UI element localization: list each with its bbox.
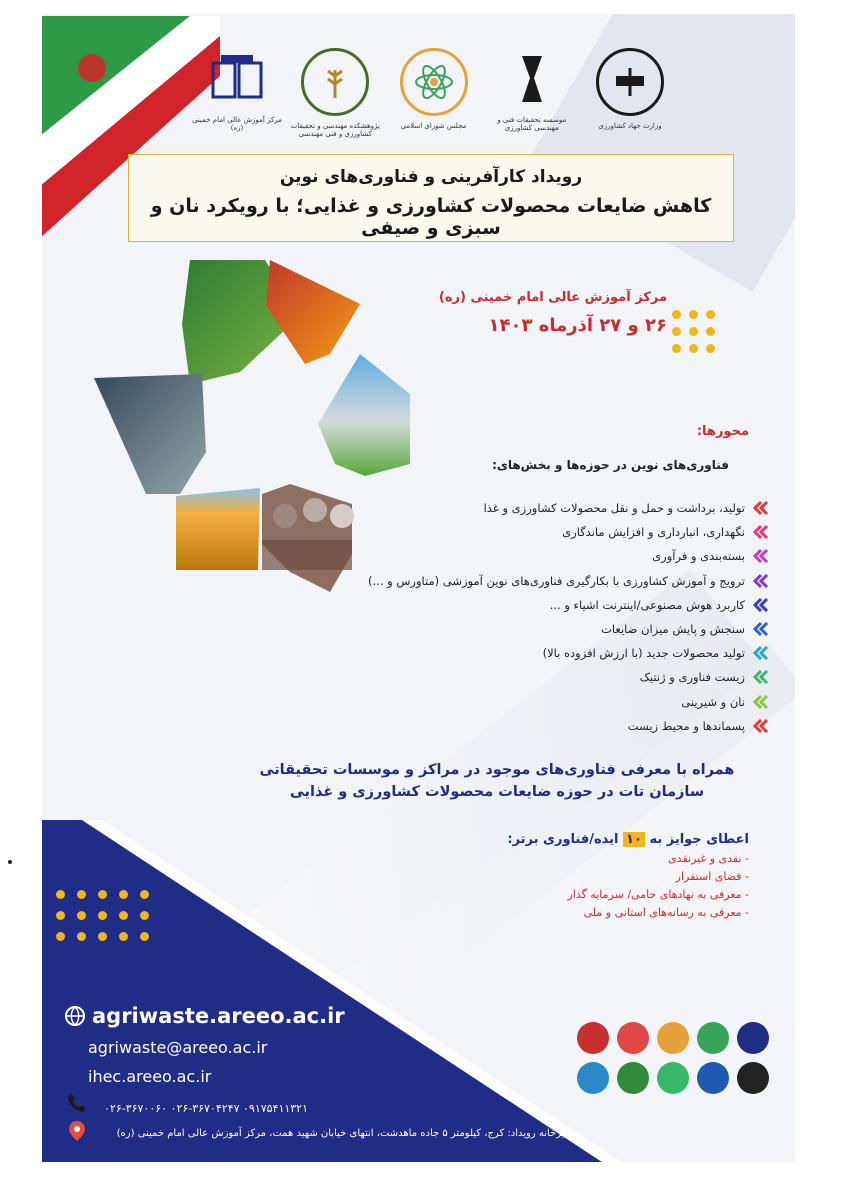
jahad-icon xyxy=(737,1022,769,1054)
axes-item-label: ترویج و آموزش کشاورزی با بکارگیری فناوری‌های نوین آموزشی (متاورس و ...) xyxy=(368,573,745,588)
partner-leaf-icon xyxy=(657,1062,689,1094)
dot-grid-decoration xyxy=(56,890,149,941)
event-title: رویداد کارآفرینی و فناوری‌های نوین xyxy=(279,167,583,187)
research-glass-icon xyxy=(501,48,563,110)
wheat-seal-icon xyxy=(301,48,369,116)
location-pin-icon xyxy=(68,1120,86,1142)
research-note xyxy=(242,759,752,803)
logo-item xyxy=(389,48,479,130)
axes-item xyxy=(299,569,769,593)
partner-logos xyxy=(571,1022,771,1094)
event-title-box xyxy=(128,154,734,242)
axes-item-label: پسماندها و محیط زیست xyxy=(627,718,745,733)
park-elm-icon xyxy=(577,1062,609,1094)
partner-seal-icon xyxy=(617,1062,649,1094)
logo-item xyxy=(290,48,380,139)
contacts xyxy=(64,1004,345,1086)
ostandari-alborz-icon xyxy=(577,1022,609,1054)
silo-photo xyxy=(318,354,410,476)
emblem-icon xyxy=(78,54,106,82)
award-item: - معرفی به رسانه‌های استانی و ملی xyxy=(583,906,749,919)
chevron-left-icon xyxy=(753,525,769,539)
axes-item xyxy=(299,714,769,738)
research-note-line: سازمان تات در حوزه ضایعات محصولات کشاورزی و غذایی xyxy=(289,784,705,800)
axes-item-label: نگهداری، انبارداری و افزایش ماندگاری xyxy=(562,525,745,540)
website-link[interactable]: agriwaste.areeo.ac.ir xyxy=(92,1004,345,1028)
site-link[interactable]: ihec.areeo.ac.ir xyxy=(88,1067,212,1086)
axes-item-label: بسته‌بندی و فرآوری xyxy=(652,549,745,564)
award-item: - فضای استقرار xyxy=(675,870,749,883)
chevron-left-icon xyxy=(753,695,769,709)
research-note-line: همراه با معرفی فناوری‌های موجود در مراکز و موسسات تحقیقاتی xyxy=(259,762,735,778)
partner-flower-icon xyxy=(657,1022,689,1054)
chevron-left-icon xyxy=(753,549,769,563)
azad-univ-icon xyxy=(697,1062,729,1094)
chevron-left-icon xyxy=(753,646,769,660)
wheat-photo xyxy=(176,488,260,570)
axes-item xyxy=(299,641,769,665)
award-item: - معرفی به نهادهای حامی/ سرمایه گذار xyxy=(567,888,749,901)
axes-subheading: فناوری‌های نوین در حوزه‌ها و بخش‌های: xyxy=(492,458,729,472)
axes-item xyxy=(299,617,769,641)
chevron-left-icon xyxy=(753,574,769,588)
awards-count-badge: ۱۰ xyxy=(623,832,645,847)
waste-photo xyxy=(94,374,206,494)
axes-heading: محورها: xyxy=(696,424,749,439)
chevron-left-icon xyxy=(753,622,769,636)
axes-item xyxy=(299,520,769,544)
organizer-logos xyxy=(192,48,675,148)
event-address: دبیرخانه رویداد: کرج، کیلومتر ۵ جاده ماهدشت، انتهای خیابان شهید همت، مرکز آموزش عالی امام خمینی (ره) xyxy=(116,1128,572,1139)
chevron-left-icon xyxy=(753,598,769,612)
globe-icon xyxy=(64,1005,86,1027)
award-item: - نقدی و غیرنقدی xyxy=(668,852,749,865)
axes-item xyxy=(299,665,769,689)
iran-emblem-icon xyxy=(737,1062,769,1094)
logo-item xyxy=(585,48,675,130)
logo-caption: موسسه تحقیقات فنی و مهندسی کشاورزی xyxy=(497,116,567,133)
logo-caption: مجلس شورای اسلامی xyxy=(400,122,467,130)
axes-list xyxy=(299,496,769,738)
logo-caption: پژوهشکده مهندسی و تحقیقات کشاورزی و فنی مهندسی xyxy=(290,122,380,139)
logo-caption: وزارت جهاد کشاورزی xyxy=(598,122,662,130)
fruits-photo xyxy=(266,260,360,364)
axes-item xyxy=(299,690,769,714)
phone-icon xyxy=(66,1092,88,1114)
partner-colorful-icon xyxy=(617,1022,649,1054)
axes-item xyxy=(299,496,769,520)
chevron-left-icon xyxy=(753,501,769,515)
phone-numbers: ۰۲۶-۳۶۷۰۰۶۰ ۰۲۶-۳۶۷۰۴۲۴۷ ۰۹۱۷۵۴۱۱۳۲۱ xyxy=(104,1102,308,1115)
logo-item xyxy=(192,48,282,133)
axes-item-label: سنجش و پایش میزان ضایعات xyxy=(601,622,745,637)
partner-green-icon xyxy=(697,1022,729,1054)
poster xyxy=(42,14,795,1162)
event-date: ۲۶ و ۲۷ آذرماه ۱۴۰۳ xyxy=(488,315,667,336)
awards-heading-text: ایده/فناوری برتر: xyxy=(507,832,619,847)
scan-mark xyxy=(8,860,12,864)
axes-item xyxy=(299,544,769,568)
jahad-keshavarzi-icon xyxy=(596,48,664,116)
axes-item-label: تولید محصولات جدید (با ارزش افزوده بالا) xyxy=(542,646,745,661)
atom-leaf-icon xyxy=(400,48,468,116)
chevron-left-icon xyxy=(753,719,769,733)
event-subtitle: کاهش ضایعات محصولات کشاورزی و غذایی؛ با رویکرد نان و سبزی و صیفی xyxy=(150,195,712,239)
axes-item-label: نان و شیرینی xyxy=(681,694,745,709)
logo-item xyxy=(487,48,577,133)
axes-item-label: کاربرد هوش مصنوعی/اینترنت اشیاء و ... xyxy=(549,597,745,612)
venue-info xyxy=(422,290,667,336)
logo-caption: مرکز آموزش عالی امام خمینی (ره) xyxy=(192,116,282,133)
axes-item xyxy=(299,593,769,617)
chevron-left-icon xyxy=(753,670,769,684)
website-row xyxy=(64,1004,345,1028)
awards-heading-text: اعطای جوایز به xyxy=(649,832,749,847)
dot-grid-decoration xyxy=(672,310,715,353)
email-link[interactable]: agriwaste@areeo.ac.ir xyxy=(88,1038,268,1057)
axes-item-label: زیست فناوری و ژنتیک xyxy=(639,670,745,685)
library-book-icon xyxy=(206,48,268,110)
axes-item-label: تولید، برداشت و حمل و نقل محصولات کشاورزی و غذا xyxy=(483,501,745,516)
venue-name: مرکز آموزش عالی امام خمینی (ره) xyxy=(438,290,667,305)
